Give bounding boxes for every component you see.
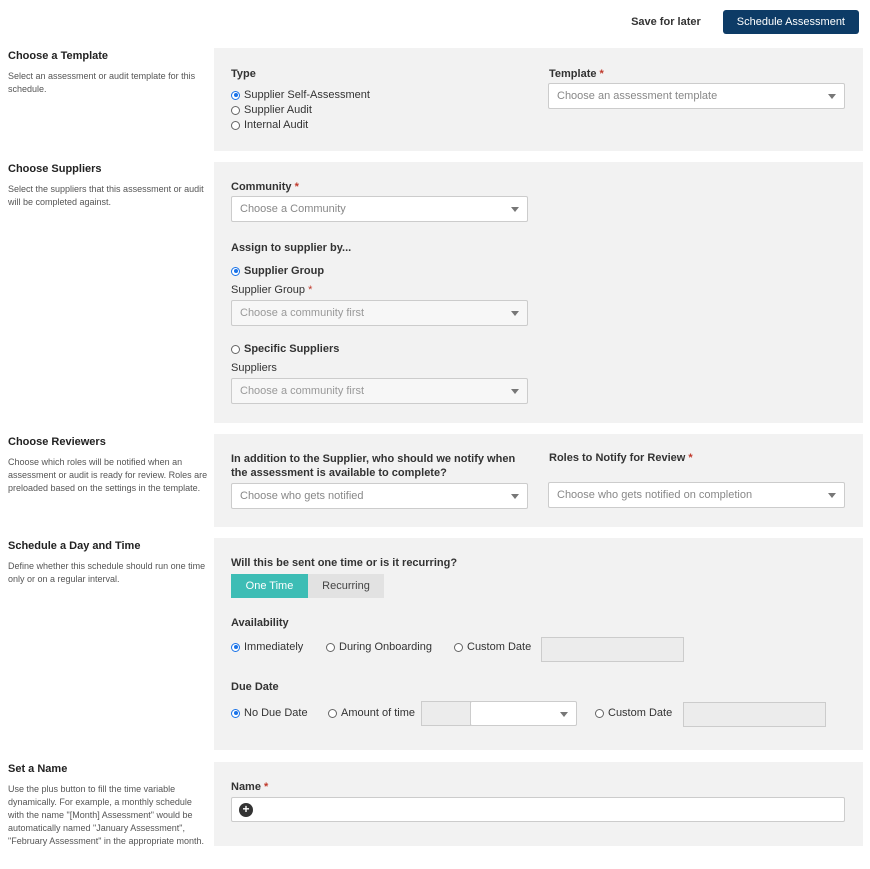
notify-label: In addition to the Supplier, who should we notify when the assessment is available to complete? (231, 453, 516, 479)
supplier-group-label: Supplier Group * (231, 284, 313, 296)
community-label: Community * (231, 181, 299, 193)
template-section-info (8, 50, 208, 96)
template-panel (214, 48, 863, 151)
suppliers-panel (214, 162, 863, 423)
chevron-down-icon (511, 494, 519, 499)
radio-icon (231, 267, 240, 276)
chevron-down-icon (511, 311, 519, 316)
due-unit-select[interactable] (470, 701, 577, 726)
name-section-title: Set a Name (8, 763, 68, 775)
schedule-assessment-button[interactable]: Schedule Assessment (723, 10, 859, 34)
chevron-down-icon (511, 207, 519, 212)
name-section-info (8, 763, 208, 848)
assign-option-supplier-group[interactable]: Supplier Group (231, 265, 324, 277)
availability-date-input[interactable] (541, 637, 684, 662)
reviewers-section-info (8, 436, 208, 495)
radio-icon (231, 121, 240, 130)
schedule-panel (214, 538, 863, 750)
due-option-amount[interactable]: Amount of time (328, 707, 415, 719)
suppliers-section-title: Choose Suppliers (8, 163, 102, 175)
reviewers-section-title: Choose Reviewers (8, 436, 106, 448)
radio-icon (231, 91, 240, 100)
recurrence-toggle (231, 574, 384, 598)
schedule-section-info (8, 540, 208, 586)
name-input[interactable] (231, 797, 845, 822)
name-label: Name * (231, 781, 269, 793)
save-for-later-button[interactable]: Save for later (631, 16, 701, 28)
template-label: Template * (549, 68, 604, 80)
radio-icon (326, 643, 335, 652)
roles-label: Roles to Notify for Review * (549, 452, 693, 464)
one-time-toggle-button[interactable]: One Time (231, 574, 308, 598)
assign-label: Assign to supplier by... (231, 242, 352, 254)
recurrence-label: Will this be sent one time or is it recurring? (231, 557, 458, 569)
availability-option-immediately[interactable]: Immediately (231, 641, 303, 653)
radio-icon (231, 106, 240, 115)
chevron-down-icon (828, 493, 836, 498)
due-date-label: Due Date (231, 681, 279, 693)
suppliers-label: Suppliers (231, 362, 277, 374)
due-date-input[interactable] (683, 702, 826, 727)
suppliers-select[interactable]: Choose a community first (231, 378, 528, 404)
radio-icon (231, 643, 240, 652)
plus-icon[interactable]: + (239, 803, 253, 817)
schedule-section-description: Define whether this schedule should run one time only or on a regular interval. (8, 561, 206, 584)
assign-option-specific-suppliers[interactable]: Specific Suppliers (231, 343, 339, 355)
suppliers-section-description: Select the suppliers that this assessment or audit will be completed against. (8, 184, 204, 207)
availability-option-onboarding[interactable]: During Onboarding (326, 641, 432, 653)
reviewers-section-description: Choose which roles will be notified when an assessment or audit is ready for review. Roles are preloaded based on the settings in the template. (8, 457, 208, 493)
due-option-none[interactable]: No Due Date (231, 707, 308, 719)
recurring-toggle-button[interactable]: Recurring (308, 574, 384, 598)
template-select[interactable]: Choose an assessment template (548, 83, 845, 109)
name-panel (214, 762, 863, 846)
radio-icon (328, 709, 337, 718)
chevron-down-icon (828, 94, 836, 99)
type-option-supplier-audit[interactable]: Supplier Audit (231, 104, 312, 116)
radio-icon (231, 345, 240, 354)
chevron-down-icon (511, 389, 519, 394)
template-section-title: Choose a Template (8, 50, 109, 62)
supplier-group-select[interactable]: Choose a community first (231, 300, 528, 326)
notify-select[interactable]: Choose who gets notified (231, 483, 528, 509)
radio-icon (454, 643, 463, 652)
due-option-custom-date[interactable]: Custom Date (595, 707, 672, 719)
due-amount-input[interactable] (421, 701, 471, 726)
template-section-description: Select an assessment or audit template for this schedule. (8, 71, 196, 94)
reviewers-panel (214, 434, 863, 527)
chevron-down-icon (560, 712, 568, 717)
name-section-description: Use the plus button to fill the time variable dynamically. For example, a monthly schedule with the name "[Month] Assessment" would be automatically named "January Assessment", "February Assessment" in the appropriate month. (8, 784, 204, 846)
roles-select[interactable]: Choose who gets notified on completion (548, 482, 845, 508)
community-select[interactable]: Choose a Community (231, 196, 528, 222)
radio-icon (231, 709, 240, 718)
suppliers-section-info (8, 163, 208, 209)
radio-icon (595, 709, 604, 718)
type-option-self-assessment[interactable]: Supplier Self-Assessment (231, 89, 370, 101)
type-label: Type (231, 68, 256, 80)
header-actions (631, 10, 859, 34)
availability-label: Availability (231, 617, 289, 629)
schedule-section-title: Schedule a Day and Time (8, 540, 141, 552)
availability-option-custom-date[interactable]: Custom Date (454, 641, 531, 653)
type-option-internal-audit[interactable]: Internal Audit (231, 119, 308, 131)
